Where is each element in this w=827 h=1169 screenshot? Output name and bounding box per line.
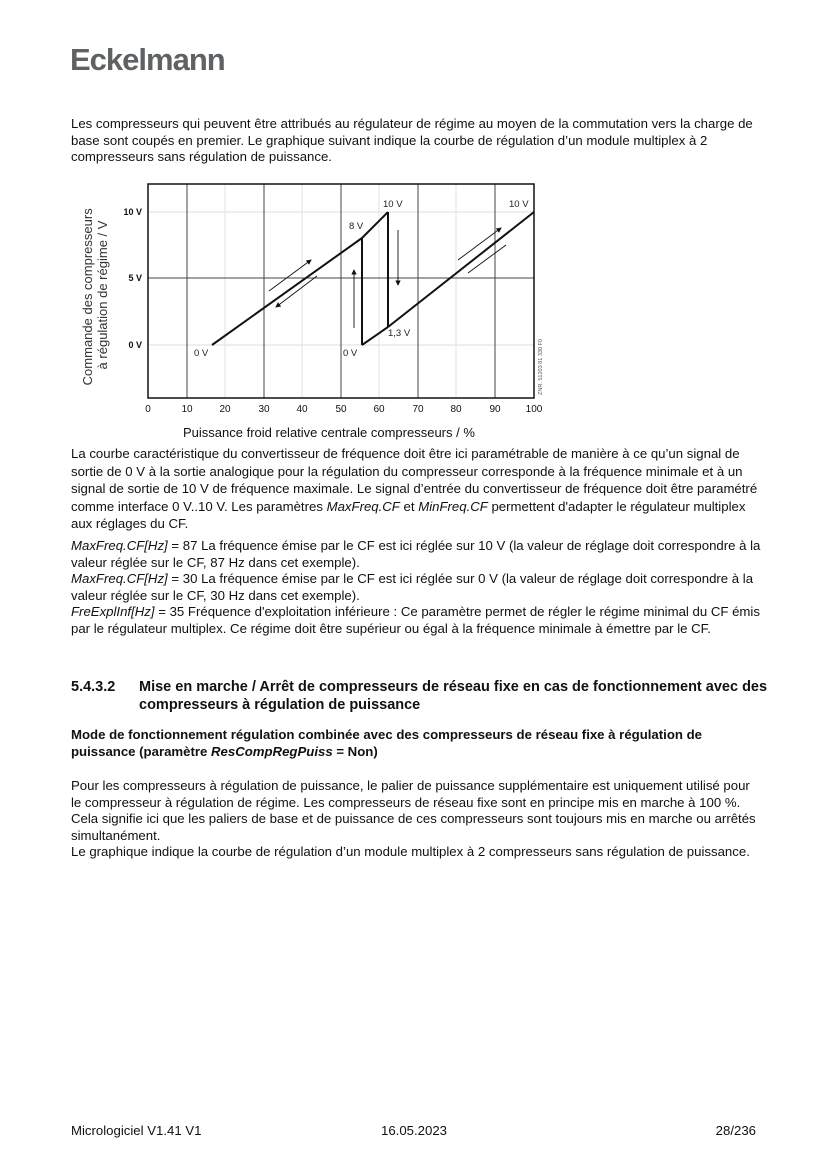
y-tick: 10 V (123, 207, 142, 217)
footer-page-number: 28/236 (715, 1123, 756, 1138)
intro-paragraph: Les compresseurs qui peuvent être attribués au régulateur de régime au moyen de la commutation vers la charge de base sont coupés en premier. Le graphique suivant indique la courbe de régulation d’un module multiplex à 2 compresseurs sans régulation de puissance. (71, 116, 753, 164)
section-heading (71, 678, 771, 713)
x-tick: 0 (145, 404, 151, 415)
annotation: 0 V (194, 348, 209, 359)
x-tick: 10 (181, 404, 193, 415)
x-tick: 100 (525, 404, 543, 415)
annotation: 1,3 V (388, 328, 411, 339)
y-tick: 5 V (128, 273, 142, 283)
x-tick: 60 (373, 404, 385, 415)
y-tick: 0 V (128, 340, 142, 350)
param-name: MaxFreq.CF[Hz] (71, 538, 168, 553)
annotation: 10 V (383, 199, 403, 210)
drawing-number: ZNR. 51203 81 330 F0 (538, 339, 544, 395)
param-name: MaxFreq.CF[Hz] (71, 571, 168, 586)
section-paragraph: Pour les compresseurs à régulation de puissance, le palier de puissance supplémentaire est uniquement utilisé pour le compresseur à régulation de régime. Les compresseurs de réseau fixe sont en principe mis en marche à 100 %. Cela signifie ici que les paliers de base et de puissance de ces compresseurs sont toujours mis en marche ou arrêtés simultanément. Le graphique indique la courbe de régulation d’un module multiplex à 2 compresseurs sans régulation de puissance. (71, 778, 756, 859)
param-name: FreExplInf[Hz] (71, 604, 155, 619)
x-tick: 70 (412, 404, 424, 415)
x-tick: 80 (450, 404, 462, 415)
param-minfreq: MinFreq.CF (418, 498, 488, 514)
parameter-list: MaxFreq.CF[Hz] = 87 La fréquence émise par le CF est ici réglée sur 10 V (la valeur de réglage doit correspondre à la valeur réglée sur le CF, 87 Hz dans cet exemple). MaxFreq.CF[Hz] = 30 La fréquence émise par le CF est ici réglée sur 0 V (la valeur de réglage doit correspondre à la valeur réglée sur le CF, 30 Hz dans cet exemple). FreExplInf[Hz] = 35 Fréquence d'exploitation inférieure : Ce paramètre permet de régler le régime minimal du CF émis par le régulateur multiplex. Ce régime doit être supérieur ou égal à la fréquence minimale à émettre par le CF. (71, 538, 761, 636)
annotation: 10 V (509, 199, 529, 210)
x-tick: 90 (489, 404, 501, 415)
x-tick: 30 (258, 404, 270, 415)
annotation: 8 V (349, 221, 364, 232)
x-tick: 50 (335, 404, 347, 415)
control-curve-chart (70, 180, 560, 445)
subsection-heading: Mode de fonctionnement régulation combinée avec des compresseurs de réseau fixe à régulation de puissance (paramètre ResCompRegPuiss = Non) (71, 727, 702, 759)
footer-version: Micrologiciel V1.41 V1 (71, 1123, 202, 1138)
y-axis-label: Commande des compresseurs à régulation de régime / V (80, 208, 110, 386)
footer-date: 16.05.2023 (381, 1123, 448, 1138)
annotation: 0 V (343, 348, 358, 359)
eckelmann-logo: Eckelmann (70, 42, 225, 77)
converter-paragraph: La courbe caractéristique du convertisseur de fréquence doit être ici paramétrable de manière à ce qu’un signal de sortie de 0 V à la sortie analogique pour la régulation du compresseur corresponde à la fréquence minimale et à un signal de sortie de 10 V de fréquence maximale. Le signal d’entrée du convertisseur de fréquence doit être paramétré comme interface 0 V..10 V. Les paramètres MaxFreq.CF et MinFreq.CF permettent d'adapter le régulateur multiplex aux réglages du CF. (71, 446, 758, 531)
param-maxfreq: MaxFreq.CF (326, 498, 400, 514)
x-tick: 40 (296, 404, 308, 415)
x-tick: 20 (219, 404, 231, 415)
x-axis-label: Puissance froid relative centrale compresseurs / % (183, 425, 475, 440)
section-number: 5.4.3.2 (71, 679, 116, 695)
section-title: Mise en marche / Arrêt de compresseurs de réseau fixe en cas de fonctionnement avec des compresseurs à régulation de puissance (139, 679, 768, 713)
